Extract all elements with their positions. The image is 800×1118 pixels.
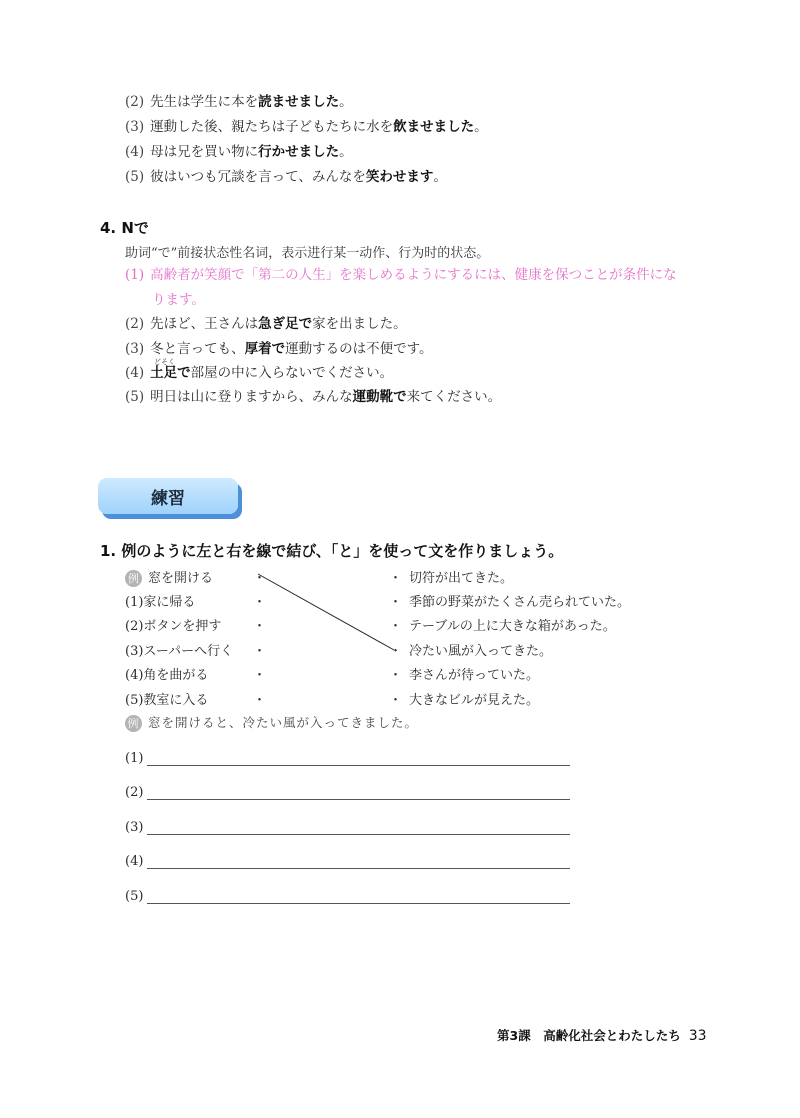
left-match-dot[interactable]: ・ (253, 693, 267, 708)
right-match-dot[interactable]: ・ (389, 595, 403, 610)
key-phrase: 土足で (150, 365, 191, 381)
lesson-title: 第3課 高齢化社会とわたしたち (497, 1028, 681, 1043)
sentence-text: 冬と言っても、 (150, 341, 245, 357)
left-item-text: 窓を開ける (148, 571, 214, 586)
sentence-text: 先ほど、王さんは (150, 316, 259, 332)
item-number: (1) (125, 595, 144, 610)
key-phrase: 急ぎ足で (258, 316, 313, 332)
sentence-text: 明日は山に登りますから、みんな (150, 389, 353, 405)
page-number: 33 (688, 1028, 707, 1044)
sentence-end: 。 (433, 169, 447, 185)
blank-label: (3) (125, 820, 144, 835)
key-phrase: 読ませました (258, 94, 340, 110)
right-item: テーブルの上に大きな箱があった。 (409, 619, 616, 634)
answer-blank[interactable] (125, 817, 570, 837)
answer-blank[interactable] (125, 782, 570, 802)
item-number: (2) (125, 619, 144, 634)
blank-label: (2) (125, 785, 144, 800)
left-match-dot[interactable]: ・ (253, 595, 267, 610)
item-number: (1) (125, 267, 145, 283)
sentence-end: 。 (474, 119, 488, 135)
sentence-end: 運動するのは不便です。 (285, 341, 433, 357)
item-number: (4) (125, 668, 144, 683)
item-number: (5) (125, 389, 145, 405)
left-match-dot[interactable]: ・ (253, 668, 267, 683)
grammar-explanation: 助词“で”前接状态性名词，表示进行某一动作、行为时的状态。 (125, 246, 490, 261)
answer-blank[interactable] (125, 851, 570, 871)
answer-line[interactable] (147, 765, 570, 766)
right-match-dot[interactable]: ・ (389, 693, 403, 708)
right-match-dot[interactable]: ・ (389, 644, 403, 659)
sentence-text: 母は兄を買い物に (150, 144, 259, 160)
item-number: (4) (125, 144, 145, 160)
sentence-text: 運動した後、親たちは子どもたちに水を (150, 119, 394, 135)
answer-line[interactable] (147, 868, 570, 869)
key-phrase: 厚着で (244, 341, 286, 357)
example-answer-text: 窓を開けると、冷たい風が入ってきました。 (148, 715, 419, 730)
left-item-text: 家に帰る (143, 595, 196, 610)
answer-line[interactable] (147, 834, 570, 835)
highlighted-example-cont: ります。 (152, 292, 205, 308)
sentence-text: 高齢者が笑顔で「第二の人生」を楽しめるようにするには、健康を保つことが条件にな (150, 267, 677, 283)
left-match-dot[interactable]: ・ (253, 644, 267, 659)
answer-line[interactable] (147, 903, 570, 904)
example-marker: 例 (125, 715, 142, 732)
left-match-dot[interactable]: ・ (253, 619, 267, 634)
key-phrase: 運動靴で (352, 389, 407, 405)
right-item: 大きなビルが見えた。 (409, 693, 540, 708)
blank-label: (1) (125, 751, 144, 766)
section-title: 4. Nで (100, 219, 149, 237)
right-item: 李さんが待っていた。 (409, 668, 540, 683)
item-number: (5) (125, 693, 144, 708)
item-number: (4) (125, 365, 145, 381)
blank-label: (4) (125, 854, 144, 869)
example-answer (125, 713, 418, 732)
answer-line[interactable] (147, 799, 570, 800)
practice-badge: 練習 (98, 478, 238, 514)
answer-blank[interactable] (125, 886, 570, 906)
item-number: (3) (125, 341, 145, 357)
furigana: どそく (154, 358, 175, 366)
key-phrase: 行かせました (258, 144, 340, 160)
right-item: 季節の野菜がたくさん売られていた。 (409, 595, 631, 610)
right-match-dot[interactable]: ・ (389, 571, 403, 586)
answer-blank[interactable] (125, 748, 570, 768)
key-phrase: 笑わせます (365, 169, 434, 185)
example-marker: 例 (125, 570, 142, 587)
sentence-end: 家を出ました。 (312, 316, 407, 332)
key-phrase: 飲ませました (393, 119, 475, 135)
sentence-end: 。 (339, 144, 353, 160)
item-number: (5) (125, 169, 145, 185)
item-number: (3) (125, 119, 145, 135)
sentence-text: 先生は学生に本を (150, 94, 259, 110)
right-match-dot[interactable]: ・ (389, 619, 403, 634)
sentence-end: 来てください。 (406, 389, 502, 405)
left-item-text: ボタンを押す (143, 619, 222, 634)
example-match-line (258, 574, 394, 650)
item-number: (3) (125, 644, 144, 659)
left-item-text: 教室に入る (143, 693, 209, 708)
right-match-dot[interactable]: ・ (389, 668, 403, 683)
sentence-end: 部屋の中に入らないでください。 (190, 365, 394, 381)
exercise-title: 1. 例のように左と右を線で結び、「と」を使って文を作りましょう。 (100, 542, 564, 560)
sentence-text: 彼はいつも冗談を言って、みんなを (150, 169, 366, 185)
right-item: 切符が出てきた。 (409, 571, 514, 586)
left-item-text: 角を曲がる (143, 668, 209, 683)
blank-label: (5) (125, 889, 144, 904)
sentence-end: 。 (339, 94, 353, 110)
item-number: (2) (125, 94, 145, 110)
page-footer (497, 1026, 707, 1044)
right-item: 冷たい風が入ってきた。 (409, 644, 553, 659)
left-item-text: スーパーへ行く (143, 644, 234, 659)
item-number: (2) (125, 316, 145, 332)
left-match-dot[interactable]: ・ (253, 571, 267, 586)
